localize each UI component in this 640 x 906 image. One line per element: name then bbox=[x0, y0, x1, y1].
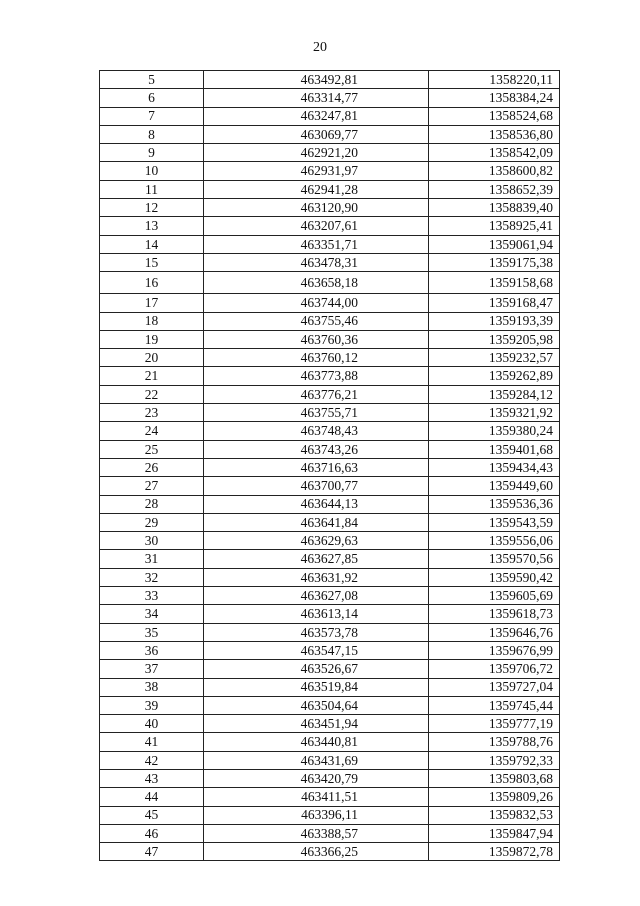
y-coordinate-cell: 1359727,04 bbox=[429, 678, 560, 696]
x-coordinate-cell: 462921,20 bbox=[204, 144, 429, 162]
x-coordinate-cell: 463743,26 bbox=[204, 440, 429, 458]
table-row bbox=[100, 477, 560, 495]
x-coordinate-cell: 463700,77 bbox=[204, 477, 429, 495]
y-coordinate-cell: 1359706,72 bbox=[429, 660, 560, 678]
x-coordinate-cell: 463366,25 bbox=[204, 843, 429, 861]
table-row bbox=[100, 125, 560, 143]
y-coordinate-cell: 1358600,82 bbox=[429, 162, 560, 180]
point-number-cell: 15 bbox=[100, 253, 204, 271]
x-coordinate-cell: 463411,51 bbox=[204, 788, 429, 806]
x-coordinate-cell: 463420,79 bbox=[204, 769, 429, 787]
y-coordinate-cell: 1358542,09 bbox=[429, 144, 560, 162]
y-coordinate-cell: 1359175,38 bbox=[429, 253, 560, 271]
table-row bbox=[100, 199, 560, 217]
y-coordinate-cell: 1358652,39 bbox=[429, 180, 560, 198]
table-row bbox=[100, 89, 560, 107]
y-coordinate-cell: 1358839,40 bbox=[429, 199, 560, 217]
point-number-cell: 36 bbox=[100, 641, 204, 659]
x-coordinate-cell: 463641,84 bbox=[204, 513, 429, 531]
point-number-cell: 11 bbox=[100, 180, 204, 198]
table-row bbox=[100, 217, 560, 235]
table-row bbox=[100, 788, 560, 806]
coordinates-table-body bbox=[100, 71, 560, 861]
y-coordinate-cell: 1359536,36 bbox=[429, 495, 560, 513]
table-row bbox=[100, 641, 560, 659]
point-number-cell: 7 bbox=[100, 107, 204, 125]
x-coordinate-cell: 463247,81 bbox=[204, 107, 429, 125]
x-coordinate-cell: 463631,92 bbox=[204, 568, 429, 586]
point-number-cell: 5 bbox=[100, 71, 204, 89]
x-coordinate-cell: 463431,69 bbox=[204, 751, 429, 769]
table-row bbox=[100, 843, 560, 861]
point-number-cell: 41 bbox=[100, 733, 204, 751]
table-row bbox=[100, 733, 560, 751]
x-coordinate-cell: 463760,36 bbox=[204, 330, 429, 348]
y-coordinate-cell: 1359556,06 bbox=[429, 532, 560, 550]
table-row bbox=[100, 751, 560, 769]
table-row bbox=[100, 550, 560, 568]
y-coordinate-cell: 1359193,39 bbox=[429, 312, 560, 330]
y-coordinate-cell: 1359676,99 bbox=[429, 641, 560, 659]
table-row bbox=[100, 144, 560, 162]
y-coordinate-cell: 1359570,56 bbox=[429, 550, 560, 568]
y-coordinate-cell: 1359646,76 bbox=[429, 623, 560, 641]
x-coordinate-cell: 463451,94 bbox=[204, 715, 429, 733]
point-number-cell: 25 bbox=[100, 440, 204, 458]
x-coordinate-cell: 463748,43 bbox=[204, 422, 429, 440]
point-number-cell: 6 bbox=[100, 89, 204, 107]
y-coordinate-cell: 1359061,94 bbox=[429, 235, 560, 253]
point-number-cell: 13 bbox=[100, 217, 204, 235]
point-number-cell: 22 bbox=[100, 385, 204, 403]
x-coordinate-cell: 463547,15 bbox=[204, 641, 429, 659]
x-coordinate-cell: 463644,13 bbox=[204, 495, 429, 513]
table-row bbox=[100, 696, 560, 714]
y-coordinate-cell: 1359401,68 bbox=[429, 440, 560, 458]
x-coordinate-cell: 463573,78 bbox=[204, 623, 429, 641]
y-coordinate-cell: 1359872,78 bbox=[429, 843, 560, 861]
x-coordinate-cell: 463492,81 bbox=[204, 71, 429, 89]
point-number-cell: 27 bbox=[100, 477, 204, 495]
point-number-cell: 45 bbox=[100, 806, 204, 824]
x-coordinate-cell: 463716,63 bbox=[204, 458, 429, 476]
x-coordinate-cell: 463526,67 bbox=[204, 660, 429, 678]
x-coordinate-cell: 463440,81 bbox=[204, 733, 429, 751]
point-number-cell: 40 bbox=[100, 715, 204, 733]
table-row bbox=[100, 71, 560, 89]
table-row bbox=[100, 162, 560, 180]
point-number-cell: 28 bbox=[100, 495, 204, 513]
table-row bbox=[100, 458, 560, 476]
x-coordinate-cell: 463627,08 bbox=[204, 587, 429, 605]
table-row bbox=[100, 107, 560, 125]
x-coordinate-cell: 463658,18 bbox=[204, 272, 429, 294]
point-number-cell: 23 bbox=[100, 404, 204, 422]
point-number-cell: 17 bbox=[100, 294, 204, 312]
y-coordinate-cell: 1359618,73 bbox=[429, 605, 560, 623]
table-row bbox=[100, 605, 560, 623]
x-coordinate-cell: 463773,88 bbox=[204, 367, 429, 385]
point-number-cell: 24 bbox=[100, 422, 204, 440]
page-number: 20 bbox=[313, 40, 327, 55]
y-coordinate-cell: 1359832,53 bbox=[429, 806, 560, 824]
y-coordinate-cell: 1359788,76 bbox=[429, 733, 560, 751]
table-row bbox=[100, 294, 560, 312]
y-coordinate-cell: 1358384,24 bbox=[429, 89, 560, 107]
y-coordinate-cell: 1359803,68 bbox=[429, 769, 560, 787]
table-row bbox=[100, 349, 560, 367]
point-number-cell: 16 bbox=[100, 272, 204, 294]
table-row bbox=[100, 180, 560, 198]
y-coordinate-cell: 1359434,43 bbox=[429, 458, 560, 476]
y-coordinate-cell: 1359745,44 bbox=[429, 696, 560, 714]
y-coordinate-cell: 1359168,47 bbox=[429, 294, 560, 312]
point-number-cell: 18 bbox=[100, 312, 204, 330]
y-coordinate-cell: 1359792,33 bbox=[429, 751, 560, 769]
table-row bbox=[100, 272, 560, 294]
y-coordinate-cell: 1359605,69 bbox=[429, 587, 560, 605]
table-row bbox=[100, 404, 560, 422]
point-number-cell: 31 bbox=[100, 550, 204, 568]
point-number-cell: 9 bbox=[100, 144, 204, 162]
point-number-cell: 8 bbox=[100, 125, 204, 143]
y-coordinate-cell: 1358220,11 bbox=[429, 71, 560, 89]
y-coordinate-cell: 1358524,68 bbox=[429, 107, 560, 125]
y-coordinate-cell: 1359284,12 bbox=[429, 385, 560, 403]
x-coordinate-cell: 462931,97 bbox=[204, 162, 429, 180]
point-number-cell: 19 bbox=[100, 330, 204, 348]
point-number-cell: 38 bbox=[100, 678, 204, 696]
table-row bbox=[100, 587, 560, 605]
y-coordinate-cell: 1359590,42 bbox=[429, 568, 560, 586]
x-coordinate-cell: 463760,12 bbox=[204, 349, 429, 367]
table-row bbox=[100, 568, 560, 586]
x-coordinate-cell: 463069,77 bbox=[204, 125, 429, 143]
table-row bbox=[100, 806, 560, 824]
x-coordinate-cell: 463478,31 bbox=[204, 253, 429, 271]
y-coordinate-cell: 1358536,80 bbox=[429, 125, 560, 143]
x-coordinate-cell: 462941,28 bbox=[204, 180, 429, 198]
table-row bbox=[100, 253, 560, 271]
y-coordinate-cell: 1359543,59 bbox=[429, 513, 560, 531]
x-coordinate-cell: 463755,46 bbox=[204, 312, 429, 330]
x-coordinate-cell: 463627,85 bbox=[204, 550, 429, 568]
point-number-cell: 29 bbox=[100, 513, 204, 531]
point-number-cell: 26 bbox=[100, 458, 204, 476]
table-row bbox=[100, 660, 560, 678]
point-number-cell: 37 bbox=[100, 660, 204, 678]
point-number-cell: 46 bbox=[100, 824, 204, 842]
point-number-cell: 44 bbox=[100, 788, 204, 806]
table-row bbox=[100, 513, 560, 531]
point-number-cell: 20 bbox=[100, 349, 204, 367]
x-coordinate-cell: 463519,84 bbox=[204, 678, 429, 696]
table-row bbox=[100, 623, 560, 641]
x-coordinate-cell: 463314,77 bbox=[204, 89, 429, 107]
coordinates-table bbox=[99, 70, 560, 861]
point-number-cell: 39 bbox=[100, 696, 204, 714]
y-coordinate-cell: 1359262,89 bbox=[429, 367, 560, 385]
x-coordinate-cell: 463613,14 bbox=[204, 605, 429, 623]
x-coordinate-cell: 463629,63 bbox=[204, 532, 429, 550]
x-coordinate-cell: 463504,64 bbox=[204, 696, 429, 714]
table-row bbox=[100, 422, 560, 440]
y-coordinate-cell: 1359809,26 bbox=[429, 788, 560, 806]
table-row bbox=[100, 715, 560, 733]
table-row bbox=[100, 824, 560, 842]
table-row bbox=[100, 678, 560, 696]
x-coordinate-cell: 463207,61 bbox=[204, 217, 429, 235]
y-coordinate-cell: 1359777,19 bbox=[429, 715, 560, 733]
table-row bbox=[100, 312, 560, 330]
table-row bbox=[100, 235, 560, 253]
point-number-cell: 43 bbox=[100, 769, 204, 787]
point-number-cell: 14 bbox=[100, 235, 204, 253]
y-coordinate-cell: 1359449,60 bbox=[429, 477, 560, 495]
x-coordinate-cell: 463776,21 bbox=[204, 385, 429, 403]
x-coordinate-cell: 463120,90 bbox=[204, 199, 429, 217]
point-number-cell: 47 bbox=[100, 843, 204, 861]
x-coordinate-cell: 463351,71 bbox=[204, 235, 429, 253]
point-number-cell: 42 bbox=[100, 751, 204, 769]
point-number-cell: 35 bbox=[100, 623, 204, 641]
point-number-cell: 12 bbox=[100, 199, 204, 217]
point-number-cell: 21 bbox=[100, 367, 204, 385]
y-coordinate-cell: 1359380,24 bbox=[429, 422, 560, 440]
x-coordinate-cell: 463755,71 bbox=[204, 404, 429, 422]
y-coordinate-cell: 1359321,92 bbox=[429, 404, 560, 422]
table-row bbox=[100, 495, 560, 513]
table-row bbox=[100, 385, 560, 403]
x-coordinate-cell: 463744,00 bbox=[204, 294, 429, 312]
x-coordinate-cell: 463388,57 bbox=[204, 824, 429, 842]
y-coordinate-cell: 1358925,41 bbox=[429, 217, 560, 235]
table-row bbox=[100, 532, 560, 550]
point-number-cell: 10 bbox=[100, 162, 204, 180]
y-coordinate-cell: 1359205,98 bbox=[429, 330, 560, 348]
y-coordinate-cell: 1359847,94 bbox=[429, 824, 560, 842]
x-coordinate-cell: 463396,11 bbox=[204, 806, 429, 824]
y-coordinate-cell: 1359158,68 bbox=[429, 272, 560, 294]
table-row bbox=[100, 367, 560, 385]
table-row bbox=[100, 330, 560, 348]
table-row bbox=[100, 769, 560, 787]
point-number-cell: 34 bbox=[100, 605, 204, 623]
y-coordinate-cell: 1359232,57 bbox=[429, 349, 560, 367]
table-row bbox=[100, 440, 560, 458]
point-number-cell: 33 bbox=[100, 587, 204, 605]
point-number-cell: 30 bbox=[100, 532, 204, 550]
point-number-cell: 32 bbox=[100, 568, 204, 586]
